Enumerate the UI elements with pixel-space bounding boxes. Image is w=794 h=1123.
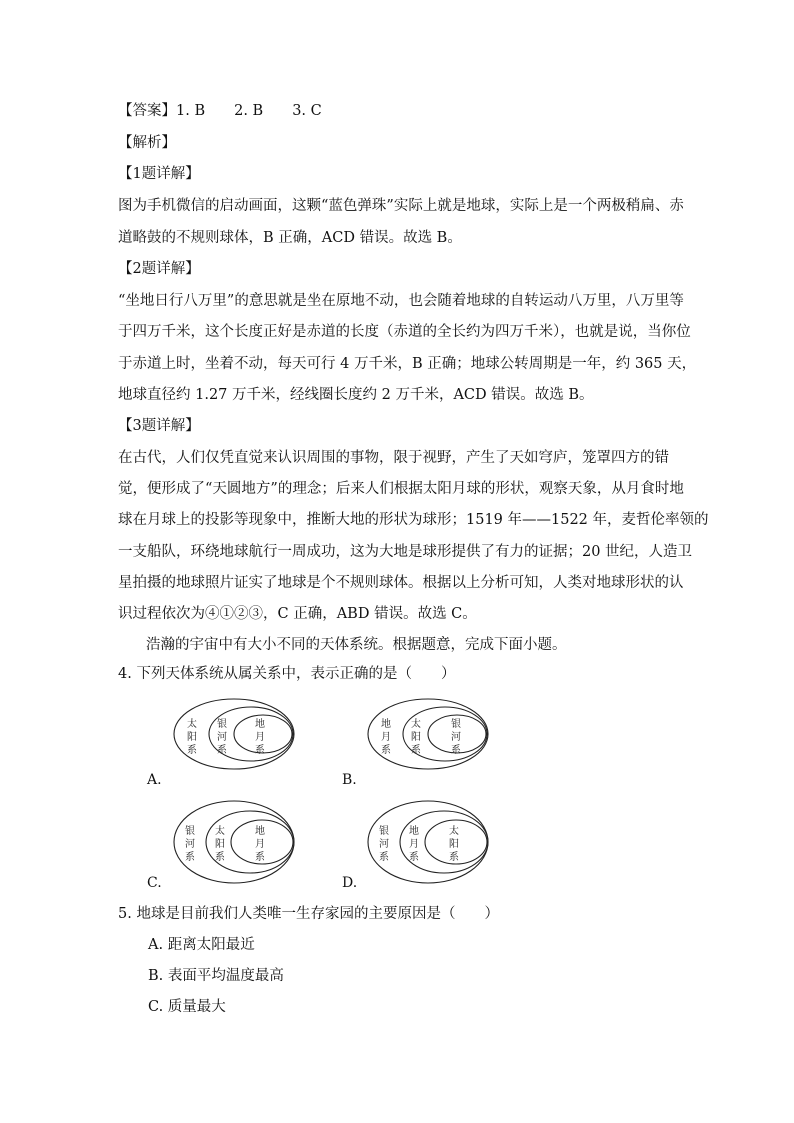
q1-text-line: 道略鼓的不规则球体，B 正确，ACD 错误。故选 B。 [118,230,462,246]
q1-text-line: 图为手机微信的启动画面，这颗“蓝色弹珠”实际上就是地球，实际上是一个两极稍扁、赤 [118,198,684,214]
q2-text-line: “坐地日行八万里”的意思就是坐在原地不动，也会随着地球的自转运动八万里，八万里等 [118,293,684,309]
nested-ellipses-b [367,698,492,770]
middle-label: 银河系 [217,719,227,756]
group-intro: 浩瀚的宇宙中有大小不同的天体系统。根据题意，完成下面小题。 [146,637,567,653]
inner-label: 太阳系 [449,826,459,863]
q5-option[interactable]: B. 表面平均温度最高 [148,968,284,984]
q5-option[interactable]: C. 质量最大 [148,999,226,1015]
option-a-label: A. [147,772,162,788]
option-d-diagram[interactable] [367,800,492,884]
middle-label: 地月系 [409,826,419,863]
option-b-label: B. [342,772,357,788]
outer-label: 银河系 [379,826,389,863]
nested-ellipses-c [173,800,298,884]
q2-text-line: 于四万千米，这个长度正好是赤道的长度（赤道的全长约为四万千米），也就是说，当你位 [118,324,691,340]
q3-text-line: 一支船队，环绕地球航行一周成功，这为大地是球形提供了有力的证据；20 世纪，人造卫 [118,544,693,560]
nested-ellipses-d [367,800,492,884]
inner-label: 地月系 [255,719,265,756]
q3-text-line: 识过程依次为④①②③，C 正确，ABD 错误。故选 C。 [118,606,477,622]
outer-label: 地月系 [381,719,391,756]
inner-label: 银河系 [451,719,461,756]
q5-option[interactable]: A. 距离太阳最近 [148,937,255,953]
option-d-label: D. [342,875,358,891]
middle-label: 太阳系 [411,719,421,756]
outer-label: 太阳系 [187,719,197,756]
answer-line: 【答案】1. B 2. B 3. C [118,103,322,119]
q2-text-line: 地球直径约 1.27 万千米，经线圈长度约 2 万千米，ACD 错误。故选 B。 [118,387,594,403]
middle-label: 太阳系 [215,826,225,863]
nested-ellipses-a [173,698,298,770]
option-a-diagram[interactable] [173,698,298,770]
q2-heading: 【2题详解】 [118,261,200,277]
inner-label: 地月系 [255,826,265,863]
q3-heading: 【3题详解】 [118,418,200,434]
q2-text-line: 于赤道上时，坐着不动，每天可行 4 万千米，B 正确；地球公转周期是一年，约 365 天， [118,356,697,372]
option-b-diagram[interactable] [367,698,492,770]
q1-heading: 【1题详解】 [118,166,200,182]
q3-text-line: 觉，便形成了“天圆地方”的理念；后来人们根据太阳月球的形状，观察天象，从月食时地 [118,481,684,497]
q5-stem: 5. 地球是目前我们人类唯一生存家园的主要原因是（ ） [118,906,499,922]
q4-stem: 4. 下列天体系统从属关系中，表示正确的是（ ） [118,666,456,682]
analysis-heading: 【解析】 [118,135,176,151]
outer-label: 银河系 [185,826,195,863]
q3-text-line: 星拍摄的地球照片证实了地球是个不规则球体。根据以上分析可知，人类对地球形状的认 [118,575,684,591]
q3-text-line: 球在月球上的投影等现象中，推断大地的形状为球形；1519 年——1522 年，麦哲伦率领的 [118,512,709,528]
option-c-diagram[interactable] [173,800,298,884]
q3-text-line: 在古代，人们仅凭直觉来认识周围的事物，限于视野，产生了天如穹庐，笼罩四方的错 [118,450,669,466]
option-c-label: C. [147,875,162,891]
